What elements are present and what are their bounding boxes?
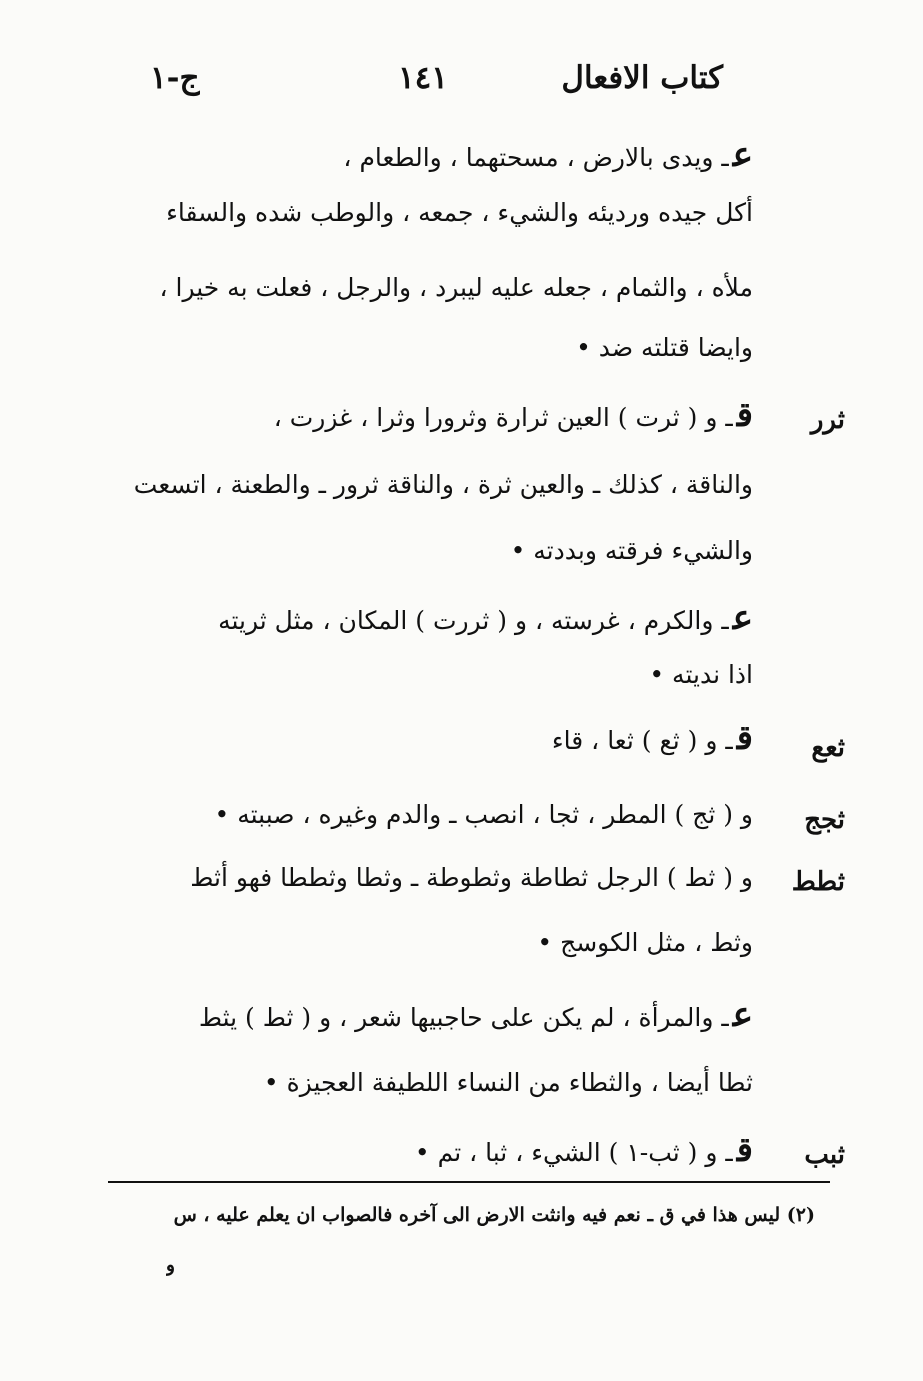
margin-root-word: ثطط bbox=[791, 867, 845, 897]
text-line-11 bbox=[128, 795, 753, 835]
line-text: و ( ثج ) المطر ، ثجا ، انصب ـ والدم وغيره ، صببته • bbox=[214, 800, 753, 829]
line-letter: ق bbox=[736, 395, 753, 435]
text-line-1 bbox=[128, 135, 753, 178]
line-text: اذا نديته • bbox=[649, 660, 753, 689]
text-line-7 bbox=[128, 531, 753, 571]
text-line-4 bbox=[128, 328, 753, 368]
text-line-9 bbox=[128, 655, 753, 695]
line-text: ـ ويدى بالارض ، مسحتهما ، والطعام ، bbox=[343, 143, 729, 172]
line-text: أكل جيده ورديئه والشيء ، جمعه ، والوطب شده والسقاء bbox=[166, 198, 753, 227]
text-line-6 bbox=[128, 465, 753, 505]
margin-root-word: ثعع bbox=[811, 733, 845, 763]
footnote-divider bbox=[108, 1181, 830, 1183]
book-title: كتاب الافعال bbox=[561, 60, 723, 96]
line-text: ـ والمرأة ، لم يكن على حاجبيها شعر ، و ( ثط ) يثط bbox=[198, 1003, 729, 1032]
text-line-16 bbox=[128, 1130, 753, 1173]
text-line-13 bbox=[128, 923, 753, 963]
line-letter: ق bbox=[736, 1130, 753, 1170]
text-line-12 bbox=[128, 858, 753, 898]
text-line-3 bbox=[128, 268, 753, 308]
line-text: و ( ثط ) الرجل ثطاطة وثطوطة ـ وثطا وثططا فهو أثط bbox=[190, 863, 753, 892]
text-line-15 bbox=[128, 1063, 753, 1103]
text-line-10 bbox=[128, 718, 753, 761]
line-text: ثطا أيضا ، والثطاء من النساء اللطيفة العجيزة • bbox=[263, 1068, 753, 1097]
line-text: ـ والكرم ، غرسته ، و ( ثررت ) المكان ، مثل ثريته bbox=[218, 606, 729, 635]
volume-label: ج-١ bbox=[150, 60, 200, 96]
line-text: وثط ، مثل الكوسج • bbox=[537, 928, 753, 957]
margin-root-word: ثرر bbox=[810, 405, 845, 435]
line-text: والناقة ، كذلك ـ والعين ثرة ، والناقة ثرور ـ والطعنة ، اتسعت bbox=[133, 470, 753, 499]
line-letter: ع bbox=[732, 135, 753, 175]
line-letter: ق bbox=[736, 718, 753, 758]
footnote-text: (٢) ليس هذا في ق ـ نعم فيه وانثت الارض الى آخره فالصواب ان يعلم عليه ، س bbox=[173, 1204, 815, 1226]
footnote-continuation: و bbox=[165, 1254, 175, 1276]
line-text: ـ و ( ثع ) ثعا ، قاء bbox=[551, 726, 733, 755]
text-line-8 bbox=[128, 598, 753, 641]
line-text: والشيء فرقته وبددته • bbox=[510, 536, 753, 565]
line-text: وايضا قتلته ضد • bbox=[576, 333, 753, 362]
line-text: ملأه ، والثمام ، جعله عليه ليبرد ، والرجل ، فعلت به خيرا ، bbox=[159, 273, 753, 302]
text-line-2 bbox=[128, 193, 753, 233]
line-text: ـ و ( ثب-١ ) الشيء ، ثبا ، تم • bbox=[414, 1138, 733, 1167]
margin-root-word: ثبب bbox=[804, 1140, 845, 1170]
text-line-5 bbox=[128, 395, 753, 438]
page-number: ١٤١ bbox=[398, 60, 448, 96]
line-letter: ع bbox=[732, 995, 753, 1035]
margin-root-word: ثجج bbox=[804, 805, 845, 835]
line-text: ـ و ( ثرت ) العين ثرارة وثرورا وثرا ، غزرت ، bbox=[273, 403, 733, 432]
line-letter: ع bbox=[732, 598, 753, 638]
text-line-14 bbox=[128, 995, 753, 1038]
